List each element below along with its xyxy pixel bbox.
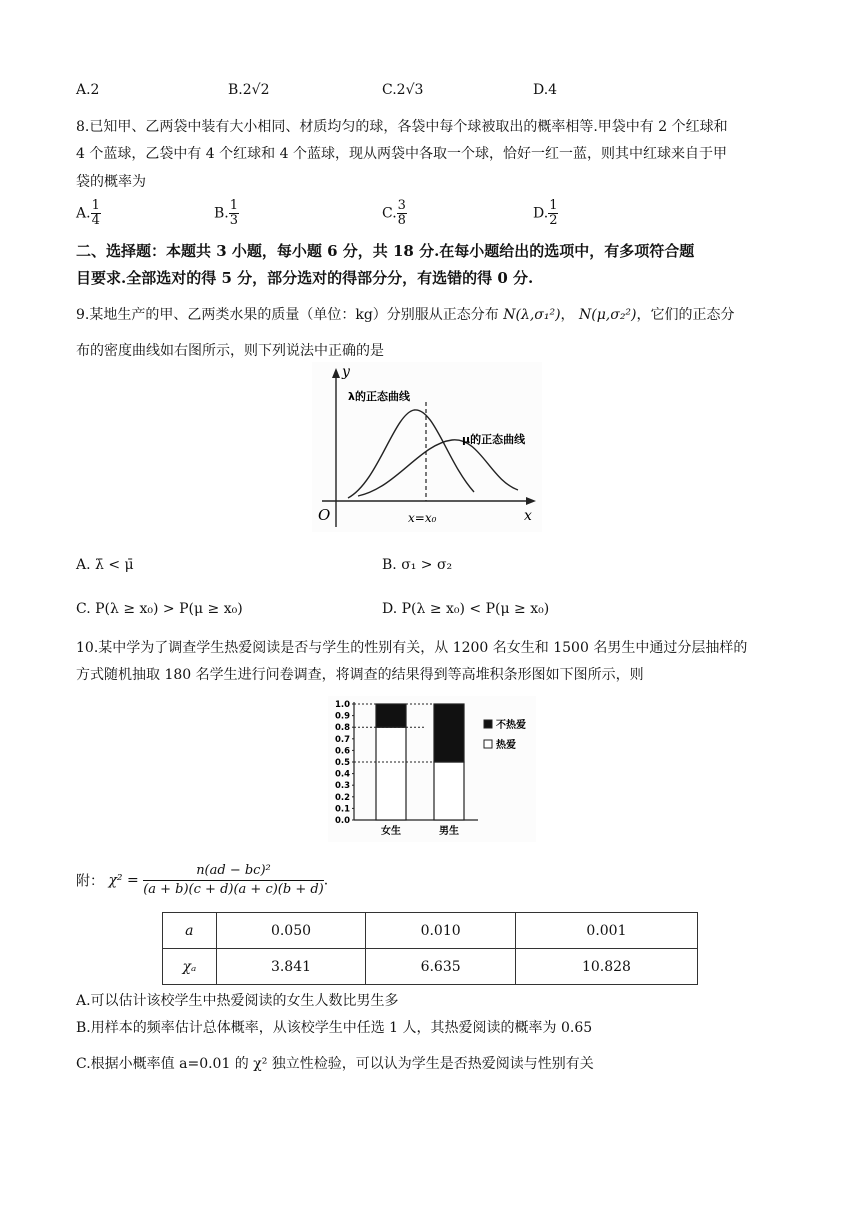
table-cell: 0.010 xyxy=(366,913,516,949)
y-tick-label: 0.5 xyxy=(334,758,350,768)
q8-option-a: A. $\frac{1}{4}$ xyxy=(76,198,100,228)
table-cell: 6.635 xyxy=(366,949,516,985)
table-cell: 0.001 xyxy=(515,913,697,949)
y-tick-label: 0.6 xyxy=(334,746,350,757)
table-cell: 3.841 xyxy=(216,949,366,985)
q7-option-a: A.2 xyxy=(76,82,100,98)
q9-option-c: C. P(λ ≥ x₀) > P(μ ≥ x₀) xyxy=(76,601,243,617)
bar-loved xyxy=(376,727,406,820)
q9-normal-curves-figure xyxy=(312,362,542,532)
section2-line-2: 目要求.全部选对的得 5 分，部分选对的得部分分，有选错的得 0 分. xyxy=(76,269,534,287)
bar-not-loved xyxy=(434,704,464,762)
legend-label-loved: 热爱 xyxy=(496,740,516,751)
q7-option-c: C.2√3 xyxy=(382,82,424,98)
legend-swatch-loved xyxy=(484,740,492,748)
q10-formula-numerator: n(ad − bc)² xyxy=(143,862,324,881)
q9-line-2: 布的密度曲线如右图所示，则下列说法中正确的是 xyxy=(76,343,384,359)
q10-critical-value-table xyxy=(162,912,698,985)
x-category-label: 女生 xyxy=(381,826,401,837)
x-category-label: 男生 xyxy=(439,826,459,837)
q9-origin-label: O xyxy=(318,506,331,524)
y-tick-label: 0.2 xyxy=(334,792,350,803)
q10-line-2: 方式随机抽取 180 名学生进行问卷调查，将调查的结果得到等高堆积条形图如下图所示，则 xyxy=(76,667,644,683)
y-tick-label: 0.3 xyxy=(334,781,350,792)
q9-curve-mu-label: μ的正态曲线 xyxy=(462,433,526,446)
q8-line-2: 4 个蓝球，乙袋中有 4 个红球和 4 个蓝球，现从两袋中各取一个球，恰好一红一蓝，则其中红球来自于甲 xyxy=(76,146,727,162)
q8-line-3: 袋的概率为 xyxy=(76,174,146,190)
q7-option-d: D.4 xyxy=(533,82,558,98)
q9-option-a: A. λ̄ < μ̄ xyxy=(76,557,134,573)
y-tick-label: 1.0 xyxy=(334,700,350,710)
q10-option-b: B.用样本的频率估计总体概率，从该校学生中任选 1 人，其热爱阅读的概率为 0.65 xyxy=(76,1020,593,1036)
q9-x0-label: x=x₀ xyxy=(408,511,437,525)
q9-option-b: B. σ₁ > σ₂ xyxy=(382,557,453,573)
q9-dist-2: N(μ,σ₂²) xyxy=(579,307,637,323)
table-row xyxy=(163,913,698,949)
y-tick-label: 0.9 xyxy=(334,711,350,722)
q10-option-a: A.可以估计该校学生中热爱阅读的女生人数比男生多 xyxy=(76,993,399,1009)
q10-stacked-bar-chart xyxy=(328,696,536,842)
q7-option-b: B.2√2 xyxy=(228,82,270,98)
q10-formula: 附： χ² = $\frac{\text{n(ad − bc)²}}{(a + b)(c + d)(a + c)(b + d)}$ . xyxy=(76,863,329,897)
table-header-chi: χₐ xyxy=(163,949,217,985)
table-header-a: a xyxy=(163,913,217,949)
legend-swatch-not-loved xyxy=(484,720,492,728)
y-tick-label: 0.7 xyxy=(334,734,350,745)
q9-curve-lambda-label: λ的正态曲线 xyxy=(348,390,410,403)
q8-option-c: C. $\frac{3}{8}$ xyxy=(382,198,406,228)
q10-formula-denominator: (a + b)(c + d)(a + c)(b + d) xyxy=(143,882,324,897)
q10-line-1: 10.某中学为了调查学生热爱阅读是否与学生的性别有关，从 1200 名女生和 1500 名男生中通过分层抽样的 xyxy=(76,640,748,656)
legend-label-not-loved: 不热爱 xyxy=(496,720,526,731)
q9-option-d: D. P(λ ≥ x₀) < P(μ ≥ x₀) xyxy=(382,601,550,617)
section2-line-1: 二、选择题：本题共 3 小题，每小题 6 分，共 18 分.在每小题给出的选项中，有多项符合题 xyxy=(76,242,695,260)
q8-line-1: 8.已知甲、乙两袋中装有大小相同、材质均匀的球，各袋中每个球被取出的概率相等.甲袋中有 2 个红球和 xyxy=(76,119,728,135)
table-row xyxy=(163,949,698,985)
bar-loved xyxy=(434,762,464,820)
q9-y-label: y xyxy=(342,364,350,380)
q10-option-c: C.根据小概率值 a=0.01 的 χ² 独立性检验，可以认为学生是否热爱阅读与性别有关 xyxy=(76,1056,594,1072)
q8-option-d: D. $\frac{1}{2}$ xyxy=(533,198,558,228)
y-tick-label: 0.4 xyxy=(334,769,350,780)
q8-option-b: B. $\frac{1}{3}$ xyxy=(214,198,239,228)
q9-x-label: x xyxy=(524,508,532,524)
y-tick-label: 0.1 xyxy=(334,804,350,815)
y-tick-label: 0.8 xyxy=(334,723,350,734)
y-tick-label: 0.0 xyxy=(334,816,350,826)
table-cell: 0.050 xyxy=(216,913,366,949)
q9-line-1: 9.某地生产的甲、乙两类水果的质量（单位：kg）分别服从正态分布 N(λ,σ₁²)， N(μ,σ₂²)，它们的正态分 xyxy=(76,307,735,323)
bar-not-loved xyxy=(376,704,406,727)
q9-dist-1: N(λ,σ₁²) xyxy=(503,307,561,323)
table-cell: 10.828 xyxy=(515,949,697,985)
